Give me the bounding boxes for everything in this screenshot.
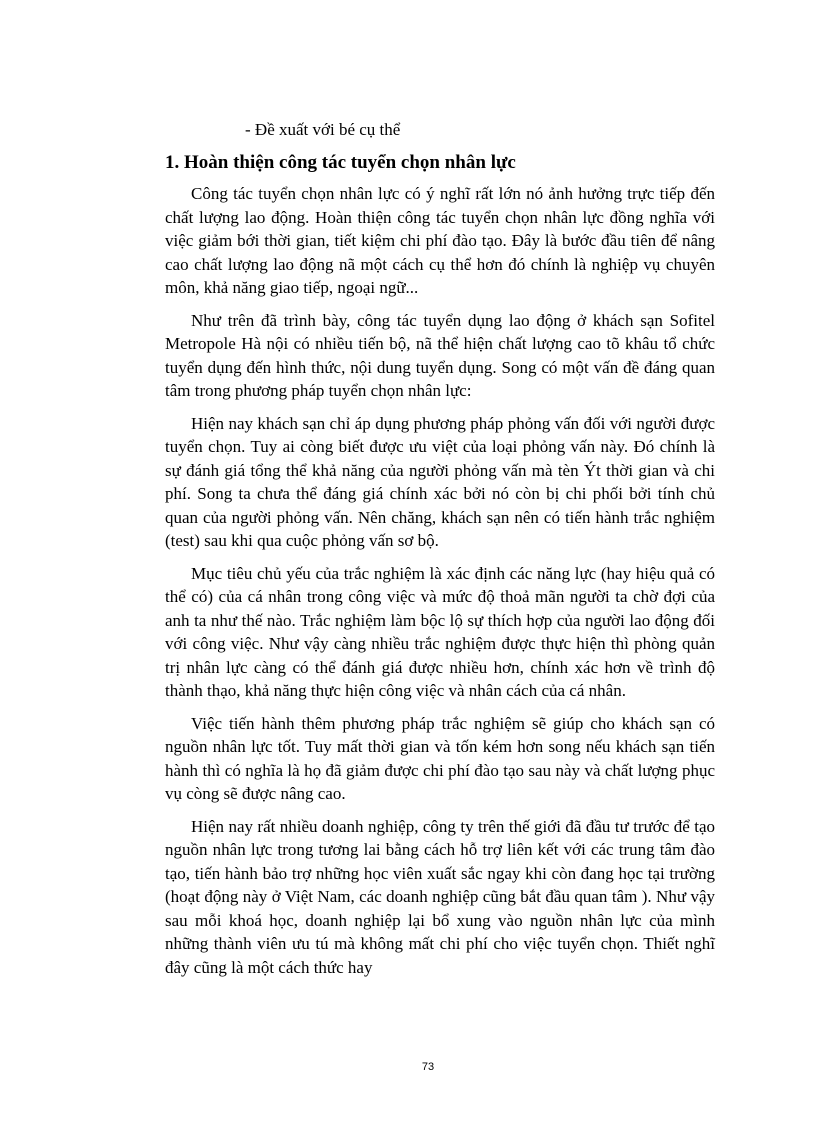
paragraph-test-objective: Mục tiêu chủ yếu của trắc nghiệm là xác định các năng lực (hay hiệu quả có thể có) của cá nhân trong công việc và mức độ thoả mãn người ta chờ đợi của anh ta như thế nào. Trắc nghiệm làm bộc lộ sự thích hợp của người lao động đối với công việc. Như vậy càng nhiều trắc nghiệm được thực hiện thì phòng quản trị nhân lực càng có thể đánh giá được nhiều hơn, chính xác hơn về trình độ thành thạo, khả năng thực hiện công việc và nhân cách của cá nhân. bbox=[165, 563, 715, 700]
paragraph-test-benefits: Việc tiến hành thêm phương pháp trắc nghiệm sẽ giúp cho khách sạn có nguồn nhân lực tốt. Tuy mất thời gian và tốn kém hơn song nếu khách sạn tiến hành thì có nghĩa là họ đã giảm được chi phí đào tạo sau này và chất lượng phục vụ còng sẽ được nâng cao. bbox=[165, 713, 715, 803]
page-number: 73 bbox=[421, 1061, 435, 1073]
document-page bbox=[165, 118, 715, 988]
paragraph-hotel-recruitment: Như trên đã trình bày, công tác tuyển dụng lao động ở khách sạn Sofitel Metropole Hà nội có nhiều tiến bộ, nã thể hiện chất lượng cao tõ khâu tổ chức tuyển dụng đến hình thức, nội dung tuyển dụng. Song có một vấn đề đáng quan tâm trong phương pháp tuyển chọn nhân lực: bbox=[165, 310, 715, 400]
paragraph-enterprise-investment: Hiện nay rất nhiều doanh nghiệp, công ty trên thế giới đã đầu tư trước để tạo nguồn nhân lực trong tương lai bằng cách hỗ trợ liên kết với các trung tâm đào tạo, tiến hành bảo trợ những học viên xuất sắc ngay khi còn đang học tại trường (hoạt động này ở Việt Nam, các doanh nghiệp cũng bắt đầu quan tâm ). Như vậy sau mỗi khoá học, doanh nghiệp lại bổ xung vào nguồn nhân lực của mình những thành viên ưu tú mà không mất chi phí cho việc tuyển chọn. Thiết nghĩ đây cũng là một cách thức hay bbox=[165, 816, 715, 977]
proposal-bullet: - Đề xuất với bé cụ thể bbox=[245, 120, 401, 139]
paragraph-interview-method: Hiện nay khách sạn chỉ áp dụng phương pháp phỏng vấn đối với người được tuyển chọn. Tuy ai còng biết được ưu việt của loại phỏng vấn này. Đó chính là sự đánh giá tổng thể khả năng của người phỏng vấn mà tèn Ýt thời gian và chi phí. Song ta chưa thể đáng giá chính xác bởi nó còn bị chi phối bởi tính chủ quan của người phỏng vấn. Nên chăng, khách sạn nên có tiến hành trắc nghiệm (test) sau khi qua cuộc phỏng vấn sơ bộ. bbox=[165, 413, 715, 550]
paragraph-recruitment-importance: Công tác tuyển chọn nhân lực có ý nghĩ rất lớn nó ảnh hưởng trực tiếp đến chất lượng lao động. Hoàn thiện công tác tuyển chọn nhân lực đồng nghĩa với việc giảm bới thời gian, tiết kiệm chi phí đào tạo. Đây là bước đầu tiên để nâng cao chất lượng lao động nã một cách cụ thể hơn đó chính là nghiệp vụ chuyên môn, khả năng giao tiếp, ngoại ngữ... bbox=[165, 184, 715, 297]
section-heading: 1. Hoàn thiện công tác tuyển chọn nhân lực bbox=[165, 152, 516, 173]
